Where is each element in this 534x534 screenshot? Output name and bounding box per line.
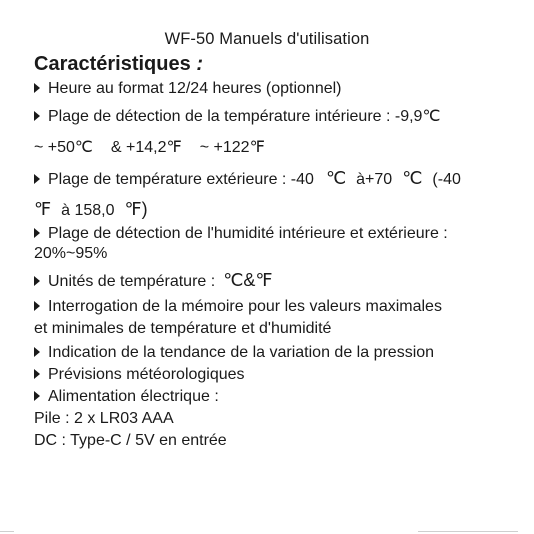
feature-text: Heure au format 12/24 heures (optionnel) [48, 80, 342, 97]
bullet-arrow-icon [34, 174, 40, 184]
section-heading [34, 53, 203, 76]
feature-text: Plage de température extérieure : -40 [48, 171, 314, 188]
section-heading-colon: : [196, 53, 203, 75]
feature-continuation-humidity [34, 245, 107, 263]
feature-text: Plage de détection de la température intérieure : -9,9℃ [48, 108, 441, 125]
feature-text: à 158,0 [61, 202, 115, 219]
feature-continuation-battery [34, 410, 174, 428]
bullet-arrow-icon [34, 111, 40, 121]
feature-text: à+70 [356, 171, 393, 188]
feature-text: ℃ [325, 168, 347, 188]
feature-text: Alimentation électrique : [48, 388, 219, 405]
feature-item-power [34, 388, 219, 406]
feature-item-time-format [34, 80, 342, 98]
feature-text: Prévisions météorologiques [48, 366, 245, 383]
feature-text: & +14,2℉ [110, 139, 182, 156]
feature-item-units [34, 270, 273, 291]
feature-text: et minimales de température et d'humidité [34, 320, 332, 337]
feature-item-forecast [34, 366, 245, 384]
feature-item-indoor-temp [34, 106, 440, 126]
feature-text: ℃ [402, 168, 423, 188]
bullet-arrow-icon [34, 83, 40, 93]
feature-text: 20%~95% [34, 245, 108, 262]
section-heading-text: Caractéristiques [34, 53, 191, 75]
bullet-arrow-icon [34, 369, 40, 379]
feature-text: ℉) [124, 199, 148, 219]
feature-item-outdoor-temp [34, 168, 461, 189]
page-edge-divider-left [0, 531, 14, 532]
feature-continuation-indoor-temp [34, 137, 265, 157]
feature-text: Plage de détection de l'humidité intérieure et extérieure : [48, 225, 448, 242]
document-title: WF-50 Manuels d'utilisation [164, 30, 370, 48]
feature-text: ℉ [34, 199, 52, 219]
feature-continuation-outdoor-temp [34, 199, 148, 220]
feature-text: ~ +50℃ [34, 139, 93, 156]
feature-item-memory [34, 298, 442, 316]
feature-continuation-memory [34, 320, 331, 338]
feature-item-pressure-trend [34, 344, 434, 362]
page-edge-divider-right [418, 531, 518, 532]
bullet-arrow-icon [34, 301, 40, 311]
feature-text: Unités de température : [48, 273, 216, 290]
feature-text: Pile : 2 x LR03 AAA [34, 410, 174, 427]
feature-text: ℃&℉ [223, 270, 273, 290]
bullet-arrow-icon [34, 276, 40, 286]
feature-continuation-dc-input [34, 432, 227, 450]
feature-item-humidity [34, 225, 448, 243]
feature-text: Interrogation de la mémoire pour les valeurs maximales [48, 298, 442, 315]
feature-text: Indication de la tendance de la variation de la pression [48, 344, 435, 361]
bullet-arrow-icon [34, 347, 40, 357]
feature-text: ~ +122℉ [199, 139, 265, 156]
feature-text: (-40 [432, 171, 461, 188]
feature-text: DC : Type-C / 5V en entrée [34, 432, 227, 449]
bullet-arrow-icon [34, 228, 40, 238]
bullet-arrow-icon [34, 391, 40, 401]
